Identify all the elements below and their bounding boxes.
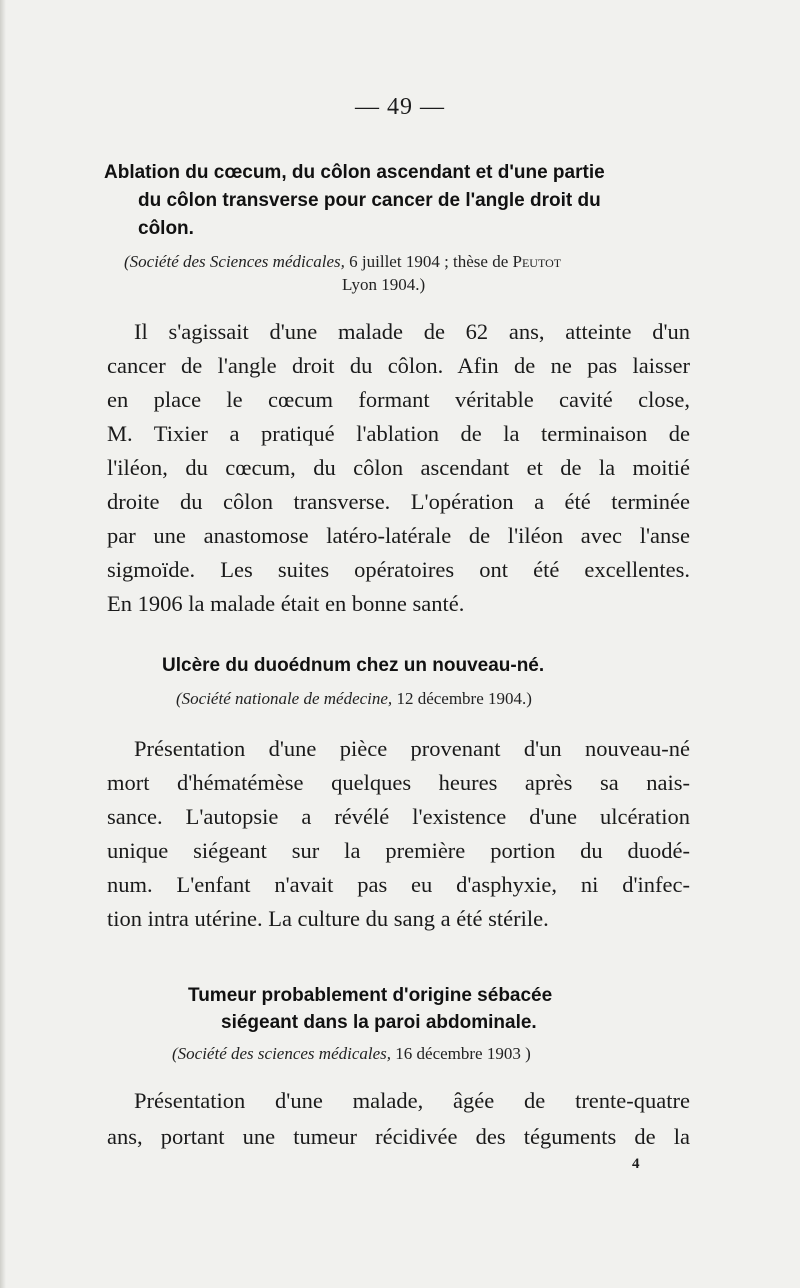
- paragraph-line: ans, portant une tumeur récidivée des téguments de la: [107, 1124, 690, 1149]
- paragraph-line: num. L'enfant n'avait pas eu d'asphyxie, ni d'infec-: [107, 872, 690, 897]
- section-3-citation-source: (Société des sciences médicales,: [172, 1044, 392, 1063]
- paragraph-line: droite du côlon transverse. L'opération a été terminée: [107, 489, 690, 514]
- paragraph-line: M. Tixier a pratiqué l'ablation de la terminaison de: [107, 421, 690, 446]
- paragraph-line: mort d'hématémèse quelques heures après sa nais-: [107, 770, 690, 795]
- section-3-title-line-2: siégeant dans la paroi abdominale.: [221, 1012, 537, 1033]
- paragraph-line: Présentation d'une pièce provenant d'un nouveau-né: [134, 736, 690, 761]
- paragraph-line: Il s'agissait d'une malade de 62 ans, atteinte d'un: [134, 319, 690, 344]
- paragraph-line: tion intra utérine. La culture du sang a été stérile.: [107, 906, 549, 931]
- section-1-title-line-3: côlon.: [138, 218, 194, 239]
- section-2-citation: [176, 689, 532, 709]
- section-2-citation-date: 12 décembre 1904.): [392, 689, 532, 708]
- section-3-citation-date: 16 décembre 1903 ): [391, 1044, 531, 1063]
- paragraph-line: sance. L'autopsie a révélé l'existence d'une ulcération: [107, 804, 690, 829]
- section-2-citation-source: (Société nationale de médecine,: [176, 689, 393, 708]
- section-1-paragraph: [107, 319, 690, 619]
- page-edge-shadow: [0, 0, 6, 1288]
- paragraph-line: l'iléon, du cœcum, du côlon ascendant et de la moitié: [107, 455, 690, 480]
- section-3-citation: [172, 1044, 531, 1064]
- paragraph-line: unique siégeant sur la première portion du duodé-: [107, 838, 690, 863]
- section-2-paragraph: [107, 736, 690, 946]
- section-2-title-line-1: Ulcère du duoédnum chez un nouveau-né.: [162, 655, 545, 676]
- signature-mark: 4: [632, 1156, 640, 1172]
- section-1-citation-date: 6 juillet 1904 ; thèse de: [344, 252, 513, 271]
- section-1-title-line-1: Ablation du cœcum, du côlon ascendant et d'une partie: [104, 162, 605, 183]
- section-1-citation-line-1: [124, 252, 561, 272]
- section-1-citation-author: Peutot: [512, 252, 562, 271]
- paragraph-line: par une anastomose latéro-latérale de l'iléon avec l'anse: [107, 523, 690, 548]
- paragraph-line: cancer de l'angle droit du côlon. Afin de ne pas laisser: [107, 353, 690, 378]
- section-3-paragraph: [107, 1088, 690, 1158]
- paragraph-line: Présentation d'une malade, âgée de trente-quatre: [134, 1088, 690, 1113]
- section-1-citation-source: (Société des Sciences médicales,: [124, 252, 345, 271]
- paragraph-line: En 1906 la malade était en bonne santé.: [107, 591, 465, 616]
- section-1-title-line-2: du côlon transverse pour cancer de l'angle droit du: [138, 190, 601, 211]
- section-1-citation-line-2: Lyon 1904.): [342, 275, 426, 294]
- paragraph-line: sigmoïde. Les suites opératoires ont été excellentes.: [107, 557, 690, 582]
- section-3-title-line-1: Tumeur probablement d'origine sébacée: [188, 985, 553, 1006]
- paragraph-line: en place le cœcum formant véritable cavité close,: [107, 387, 690, 412]
- page-number: — 49 —: [355, 94, 445, 120]
